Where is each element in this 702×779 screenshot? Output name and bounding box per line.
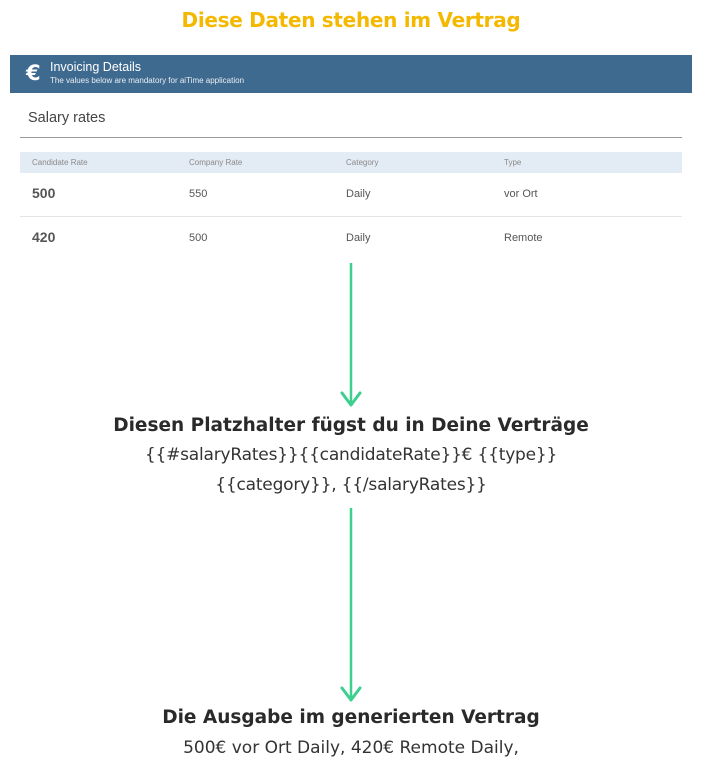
candidate-rate-cell: 500 (32, 185, 56, 201)
output-title: Die Ausgabe im generierten Vertrag (162, 707, 540, 728)
candidate-rate-cell: 420 (32, 229, 56, 245)
invoicing-card (10, 55, 692, 265)
card-title: Invoicing Details (50, 60, 142, 74)
placeholder-code-line-1: {{#salaryRates}}{{candidateRate}}€ {{type}} (144, 445, 558, 465)
column-header-company-rate: Company Rate (189, 158, 243, 167)
output-text: 500€ vor Ort Daily, 420€ Remote Daily, (183, 738, 519, 758)
type-cell: Remote (504, 232, 543, 244)
company-rate-cell: 500 (189, 232, 208, 244)
column-header-candidate-rate: Candidate Rate (32, 158, 88, 167)
placeholder-code-line-2: {{category}}, {{/salaryRates}} (215, 475, 487, 495)
table-header (20, 152, 682, 173)
section-title: Salary rates (28, 110, 106, 126)
column-header-category: Category (346, 158, 379, 167)
arrow-down-icon (340, 508, 362, 704)
column-header-type: Type (504, 158, 522, 167)
section-divider (20, 137, 682, 138)
placeholder-title: Diesen Platzhalter fügst du in Deine Verträge (113, 415, 589, 436)
category-cell: Daily (346, 232, 371, 244)
table-row[interactable] (20, 173, 682, 217)
company-rate-cell: 550 (189, 188, 208, 200)
card-header (10, 55, 692, 93)
arrow-down-icon (340, 263, 362, 411)
table-row[interactable] (20, 217, 682, 260)
card-subtitle: The values below are mandatory for aiTime application (50, 76, 245, 85)
euro-icon: € (26, 61, 41, 85)
output-block (0, 704, 702, 764)
placeholder-block (0, 412, 702, 500)
category-cell: Daily (346, 188, 371, 200)
type-cell: vor Ort (504, 188, 538, 200)
top-title: Diese Daten stehen im Vertrag (181, 8, 521, 32)
